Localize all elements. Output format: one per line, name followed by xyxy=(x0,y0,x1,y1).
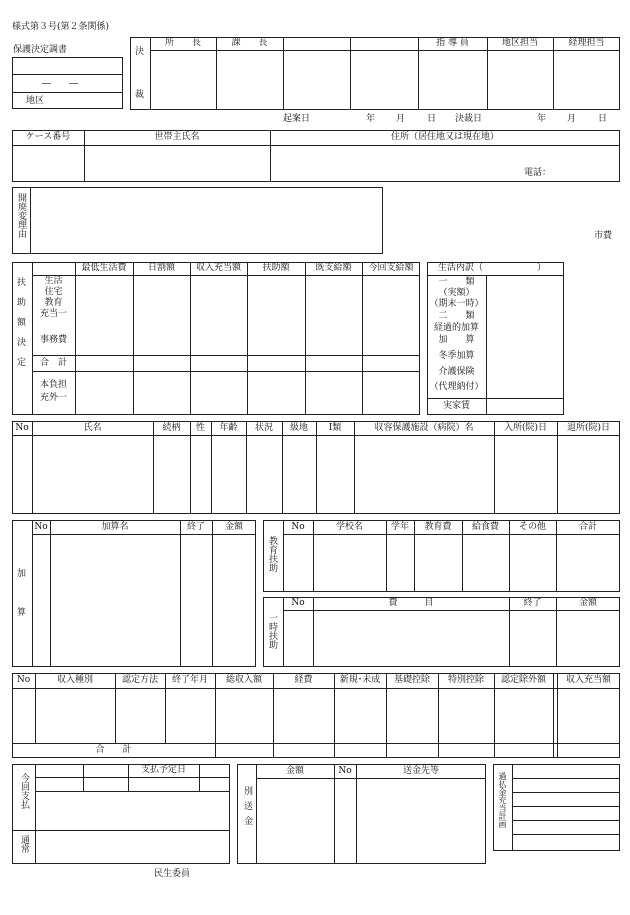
assist-label-1: 扶 xyxy=(17,278,27,288)
addition-label-1: 加 xyxy=(17,569,27,579)
education-no-header: No xyxy=(291,521,305,532)
reason-label: 開廃変理由 xyxy=(16,193,26,238)
assist-label-4: 決 xyxy=(17,338,27,348)
item-office-cost: 事務費 xyxy=(39,335,67,345)
education-other-header: その他 xyxy=(518,521,546,532)
members-sex-header: 性 xyxy=(195,422,205,433)
education-meal-header: 給食費 xyxy=(471,521,499,532)
income-total-label: 合 計 xyxy=(95,745,132,755)
breakdown-proxy: （代理納付） xyxy=(429,382,484,392)
item-appropriation: 充当一 xyxy=(39,309,67,319)
members-admission-header: 入所(院)日 xyxy=(503,422,548,433)
education-grade-header: 学年 xyxy=(390,521,409,532)
members-no-header: No xyxy=(15,422,29,433)
approval-label-1: 決 xyxy=(135,47,145,57)
income-basic-deduction-header: 基礎控除 xyxy=(393,675,430,685)
breakdown-type2: 二 類 xyxy=(438,311,475,321)
address-label: 住所（居住地又は現在地） xyxy=(390,132,499,142)
income-end-header: 終了年月 xyxy=(171,675,208,685)
min-living-cost-header: 最低生活費 xyxy=(81,263,127,273)
members-name-header: 氏名 xyxy=(83,422,102,433)
breakdown-rent: 実家賃 xyxy=(442,401,470,411)
this-payment-label: 今回支払 xyxy=(19,773,29,809)
current-payment-header: 今回支給額 xyxy=(368,263,414,273)
approve-year: 年 xyxy=(537,114,547,124)
temporary-label: 一時扶助 xyxy=(267,613,277,649)
education-label: 教育扶助 xyxy=(267,536,277,572)
income-expense-header: 経費 xyxy=(294,675,313,685)
payment-box xyxy=(12,764,230,864)
approval-chief: 所 長 xyxy=(164,38,201,48)
remit-no-header: No xyxy=(338,765,352,776)
income-type-header: 収入種別 xyxy=(56,675,93,685)
phone-label: 電話： xyxy=(524,168,552,178)
income-excluded-header: 認定除外額 xyxy=(500,675,546,685)
income-appropriated-header: 収入充当額 xyxy=(565,675,611,685)
members-relation-header: 続柄 xyxy=(162,422,181,433)
members-status-header: 状況 xyxy=(254,422,273,433)
assist-total-label: 合 計 xyxy=(39,358,67,368)
approve-day: 日 xyxy=(598,114,608,124)
already-paid-header: 既支給額 xyxy=(315,263,352,273)
income-special-deduction-header: 特別控除 xyxy=(447,675,484,685)
education-total-header: 合計 xyxy=(578,521,597,532)
addition-amount-header: 金額 xyxy=(224,521,243,532)
addition-label-2: 算 xyxy=(17,608,27,618)
item-education: 教育 xyxy=(44,298,63,308)
city-fee-label: 市費 xyxy=(594,231,613,241)
temporary-amount-header: 金額 xyxy=(578,598,597,608)
draft-day: 日 xyxy=(427,114,437,124)
approval-district: 地区担当 xyxy=(501,38,538,48)
income-new-minor-header: 新規･未成 xyxy=(339,675,381,685)
members-age-header: 年齢 xyxy=(219,422,238,433)
case-number-label: ケース番号 xyxy=(25,132,71,142)
remit-label: 別送金 xyxy=(242,786,252,831)
income-no-header: No xyxy=(16,675,31,685)
remit-amount-header: 金額 xyxy=(285,765,304,776)
breakdown-actual: （実額） xyxy=(438,288,475,298)
district-dash: ― ― xyxy=(42,79,79,89)
assist-label-2: 助 xyxy=(17,298,27,308)
approve-date-label: 決裁日 xyxy=(455,114,483,124)
income-appropriation-header: 収入充当額 xyxy=(195,263,241,273)
item-living: 生活 xyxy=(44,276,63,286)
approval-section-head: 課 長 xyxy=(231,38,268,48)
daily-amount-header: 日割額 xyxy=(147,263,175,273)
approval-accounting: 経理担当 xyxy=(568,38,605,48)
form-number: 様式第３号(第２条関係) xyxy=(12,22,110,32)
temporary-no-header: No xyxy=(291,598,305,608)
draft-year: 年 xyxy=(366,114,376,124)
assist-label-3: 額 xyxy=(17,318,27,328)
breakdown-addition: 加 算 xyxy=(438,335,475,345)
self-outside-label: 充外一 xyxy=(39,393,67,403)
living-breakdown-title: 生活内訳（ ） xyxy=(438,263,547,273)
members-grade-header: 級地 xyxy=(289,422,308,433)
breakdown-winter: 冬季加算 xyxy=(438,351,475,361)
assist-amount-header: 扶助額 xyxy=(262,263,290,273)
education-cost-header: 教育費 xyxy=(424,521,452,532)
members-facility-header: 収容保護施設（病院）名 xyxy=(374,422,474,433)
commissioner-label: 民生委員 xyxy=(154,869,191,879)
district-label: 地区 xyxy=(26,96,45,106)
payment-plan-date-header: 支払予定日 xyxy=(140,765,186,775)
education-school-header: 学校名 xyxy=(335,521,363,532)
addition-table xyxy=(12,520,256,667)
breakdown-transitional: 経過的加算 xyxy=(433,323,479,333)
members-discharge-header: 退所(院)日 xyxy=(566,422,611,433)
income-method-header: 認定方法 xyxy=(121,675,158,685)
self-burden-label: 本負担 xyxy=(39,380,67,390)
draft-month: 月 xyxy=(396,114,406,124)
item-housing: 住宅 xyxy=(44,287,63,297)
approval-label-2: 裁 xyxy=(135,90,145,100)
overpay-label: 過払金充当計画 xyxy=(498,772,507,828)
temporary-item-header: 費 目 xyxy=(388,598,434,608)
normal-payment-label: 通常 xyxy=(19,835,29,853)
draft-date-label: 起案日 xyxy=(283,114,311,124)
head-name-label: 世帯主氏名 xyxy=(154,132,200,142)
breakdown-yearend: （期末一時） xyxy=(429,299,484,309)
reason-box xyxy=(12,187,383,254)
addition-end-header: 終了 xyxy=(186,521,205,532)
addition-no-header: No xyxy=(34,521,48,532)
income-gross-header: 総収入額 xyxy=(225,675,262,685)
members-class1-header: Ⅰ類 xyxy=(328,422,342,433)
remit-box xyxy=(237,764,486,864)
approve-month: 月 xyxy=(567,114,577,124)
remit-destination-header: 送金先等 xyxy=(402,765,439,776)
breakdown-care: 介護保険 xyxy=(438,367,475,377)
addition-name-header: 加算名 xyxy=(101,521,129,532)
document-title: 保護決定調書 xyxy=(13,45,68,55)
breakdown-type1: 一 類 xyxy=(438,277,475,287)
temporary-end-header: 終了 xyxy=(523,598,542,608)
approval-instructor: 指 導 員 xyxy=(436,38,469,48)
assist-label-5: 定 xyxy=(17,358,27,368)
